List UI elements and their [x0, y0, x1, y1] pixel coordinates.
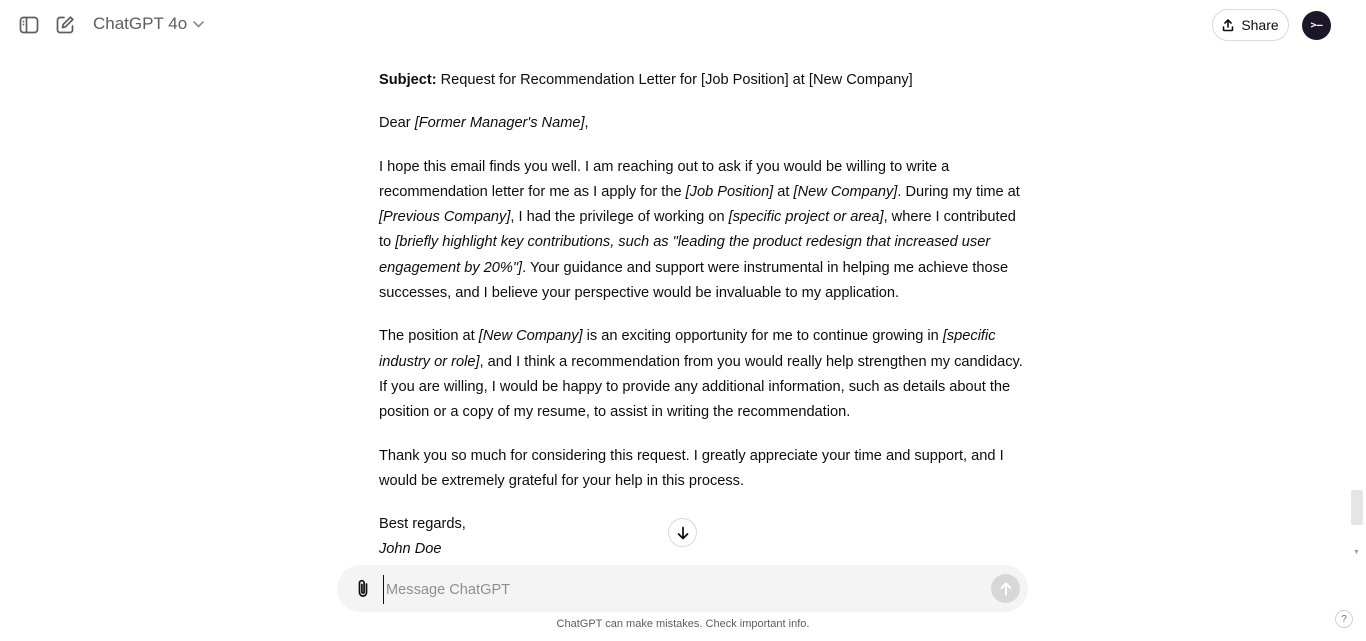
subject-label: Subject: — [379, 72, 437, 88]
model-selector[interactable] — [93, 14, 204, 34]
paragraph-2 — [379, 324, 1027, 425]
model-name: ChatGPT 4o — [93, 14, 188, 33]
greeting-suffix: , — [584, 115, 589, 132]
message-composer — [337, 565, 1028, 612]
body-text: The position at — [379, 328, 479, 345]
sidebar-toggle-button[interactable] — [15, 11, 43, 39]
arrow-down-icon — [676, 526, 690, 540]
placeholder-text: [New Company] — [793, 183, 898, 200]
top-bar — [0, 0, 1366, 52]
subject-text: Request for Recommendation Letter for [Job Position] at [New Company] — [436, 72, 913, 88]
paragraph-3: Thank you so much for considering this request. I greatly appreciate your time and support, and I would be extremely grateful for your help in this process. — [379, 447, 1004, 489]
placeholder-text: [Job Position] — [685, 183, 774, 200]
greeting-name: [Former Manager's Name] — [414, 115, 585, 132]
signature: John Doe — [379, 541, 442, 558]
greeting-prefix: Dear — [379, 115, 415, 132]
scrollbar-down-arrow[interactable]: ▼ — [1353, 549, 1360, 556]
body-text: , where I contributed to — [379, 209, 1016, 251]
share-label: Share — [1241, 17, 1279, 33]
help-button[interactable]: ? — [1335, 610, 1353, 628]
paragraph-1 — [379, 155, 1027, 307]
placeholder-text: [specific industry or role] — [379, 328, 996, 370]
message-input[interactable] — [383, 575, 968, 604]
placeholder-text: [Previous Company] — [379, 209, 511, 226]
scroll-to-bottom-button[interactable] — [668, 518, 697, 547]
share-icon — [1222, 19, 1234, 32]
subject-line — [379, 68, 1027, 93]
closing: Best regards, — [379, 516, 466, 533]
body-text: I hope this email finds you well. I am reaching out to ask if you would be willing to write a recommendation letter for me as I apply for the — [379, 158, 950, 200]
placeholder-text: [specific project or area] — [728, 209, 884, 226]
placeholder-text: [briefly highlight key contributions, such as "leading the product redesign that increased user engagement by 20%"] — [379, 234, 991, 276]
send-button[interactable] — [991, 574, 1020, 603]
body-text: , I had the privilege of working on — [510, 209, 729, 226]
assistant-message — [379, 68, 1027, 563]
sign-off — [379, 512, 1027, 563]
body-text: , and I think a recommendation from you would really help strengthen my candidacy. If you are willing, I would be happy to provide any additional information, such as details about the position or a copy of my resume, to assist in writing the recommendation. — [379, 353, 1023, 421]
attach-button[interactable] — [351, 576, 375, 600]
chevron-down-icon — [193, 21, 204, 28]
body-text: is an exciting opportunity for me to continue growing in — [582, 328, 943, 345]
placeholder-text: [New Company] — [478, 328, 583, 345]
body-text: . Your guidance and support were instrumental in helping me achieve those successes, and I believe your perspective would be invaluable to my application. — [379, 259, 1009, 302]
greeting — [379, 111, 1027, 136]
share-button[interactable] — [1212, 9, 1289, 41]
scrollbar-thumb[interactable] — [1351, 490, 1363, 525]
body-text: . During my time at — [897, 183, 1020, 200]
new-chat-icon — [55, 15, 75, 35]
paperclip-icon — [356, 579, 370, 598]
disclaimer: ChatGPT can make mistakes. Check important info. — [556, 618, 810, 630]
send-arrow-icon — [1000, 582, 1012, 596]
user-avatar[interactable]: >– — [1302, 11, 1331, 40]
body-text: at — [773, 183, 794, 200]
new-chat-button[interactable] — [51, 11, 79, 39]
sidebar-toggle-icon — [19, 16, 39, 34]
